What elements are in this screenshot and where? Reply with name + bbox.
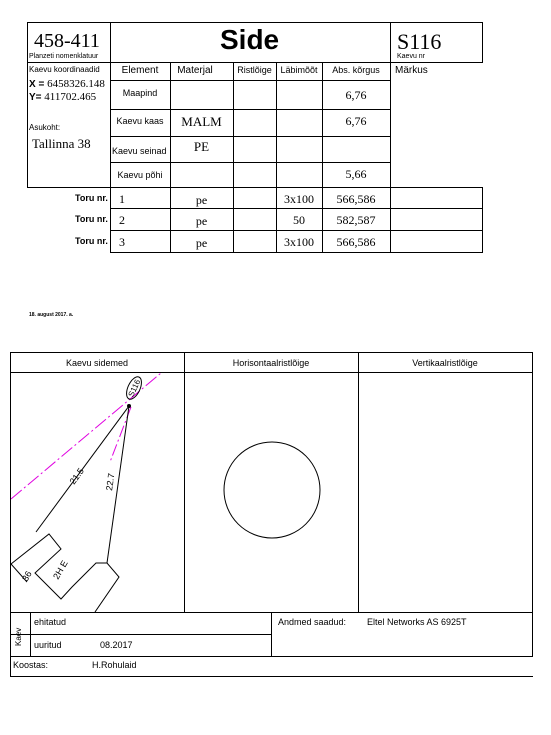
col-header-cross-section: Ristlõige (237, 65, 272, 75)
data-source-value: Eltel Networks AS 6925T (367, 617, 467, 627)
pipe-material: pe (195, 193, 208, 207)
building-number: 36 (20, 569, 34, 583)
coord-x (29, 78, 105, 90)
coord-x-label: X = (29, 79, 45, 90)
data-source-label: Andmed saadud: (278, 617, 347, 627)
pipe-label: Toru nr. (75, 236, 108, 246)
pipe-diameter: 3x100 (284, 192, 314, 206)
element-label: Kaevu põhi (117, 170, 163, 180)
coord-x-value: 6458326.148 (47, 78, 105, 90)
material-value: PE (193, 139, 210, 154)
tie-line-1 (36, 406, 129, 532)
compiled-by-label: Koostas: (13, 660, 49, 670)
pipe-material: pe (195, 236, 208, 250)
well-label-text: S116 (126, 378, 143, 399)
pipe-diameter: 50 (293, 213, 305, 227)
pipe-label: Toru nr. (75, 214, 108, 224)
pipe-number: 3 (119, 235, 125, 249)
col-header-material: Materjal (177, 65, 213, 76)
section-title-horizontal: Horisontaalristlõige (232, 358, 310, 368)
col-header-notes: Märkus (395, 65, 428, 76)
abs-height-value: 6,76 (345, 88, 367, 102)
abs-height-value: 5,66 (345, 167, 367, 181)
pipe-abs-height: 566,586 (336, 192, 376, 206)
map-sheet-label: Planzeti nomenklatuur (29, 53, 99, 60)
pipe-diameter: 3x100 (284, 235, 314, 249)
well-circle (224, 442, 320, 538)
building-code: 2H E (51, 558, 70, 581)
surveyed-label: uuritud (34, 640, 62, 650)
element-label: Kaevu kaas (116, 116, 164, 126)
coord-y-label: Y= (29, 92, 42, 103)
well-ties-drawing (11, 373, 184, 612)
col-header-abs-height: Abs. kõrgus (332, 65, 380, 75)
section-title-well-ties: Kaevu sidemed (65, 358, 129, 368)
col-header-diameter: Läbimõõt (280, 65, 318, 75)
surveyed-value: 08.2017 (100, 640, 133, 650)
pipe-number: 1 (119, 192, 125, 206)
pipe-material: pe (195, 214, 208, 228)
coords-label: Kaevu koordinaadid (29, 65, 100, 74)
col-header-element: Element (121, 65, 159, 76)
coord-y (29, 91, 96, 103)
compiled-by-value: H.Rohulaid (92, 660, 137, 670)
pipe-label: Toru nr. (75, 193, 108, 203)
built-label: ehitatud (34, 617, 67, 627)
material-value: MALM (181, 114, 222, 129)
page-title: Side (220, 24, 280, 55)
well-vertical-label: Kaev (14, 627, 23, 646)
coord-y-value: 411702.465 (44, 91, 97, 103)
section-title-vertical: Vertikaalristlõige (412, 358, 478, 368)
date-stamp: 18. august 2017. a. (29, 312, 74, 318)
horizontal-section-drawing (185, 373, 358, 612)
map-sheet-number: 458-411 (34, 30, 100, 52)
well-marker (127, 404, 131, 408)
location-label: Asukoht: (29, 123, 61, 132)
dimension-label-1: 21.5 (67, 466, 86, 487)
well-number-label: Kaevu nr (397, 53, 426, 60)
pipe-abs-height: 582,587 (336, 213, 376, 227)
well-number: S116 (397, 29, 442, 54)
location-value: Tallinna 38 (32, 136, 91, 151)
element-label: Maapind (122, 88, 158, 98)
element-label: Kaevu seinad (112, 146, 167, 156)
pipe-abs-height: 566,586 (336, 235, 376, 249)
pipe-number: 2 (119, 213, 125, 227)
abs-height-value: 6,76 (345, 114, 367, 128)
dimension-label-2: 22.7 (104, 472, 117, 492)
